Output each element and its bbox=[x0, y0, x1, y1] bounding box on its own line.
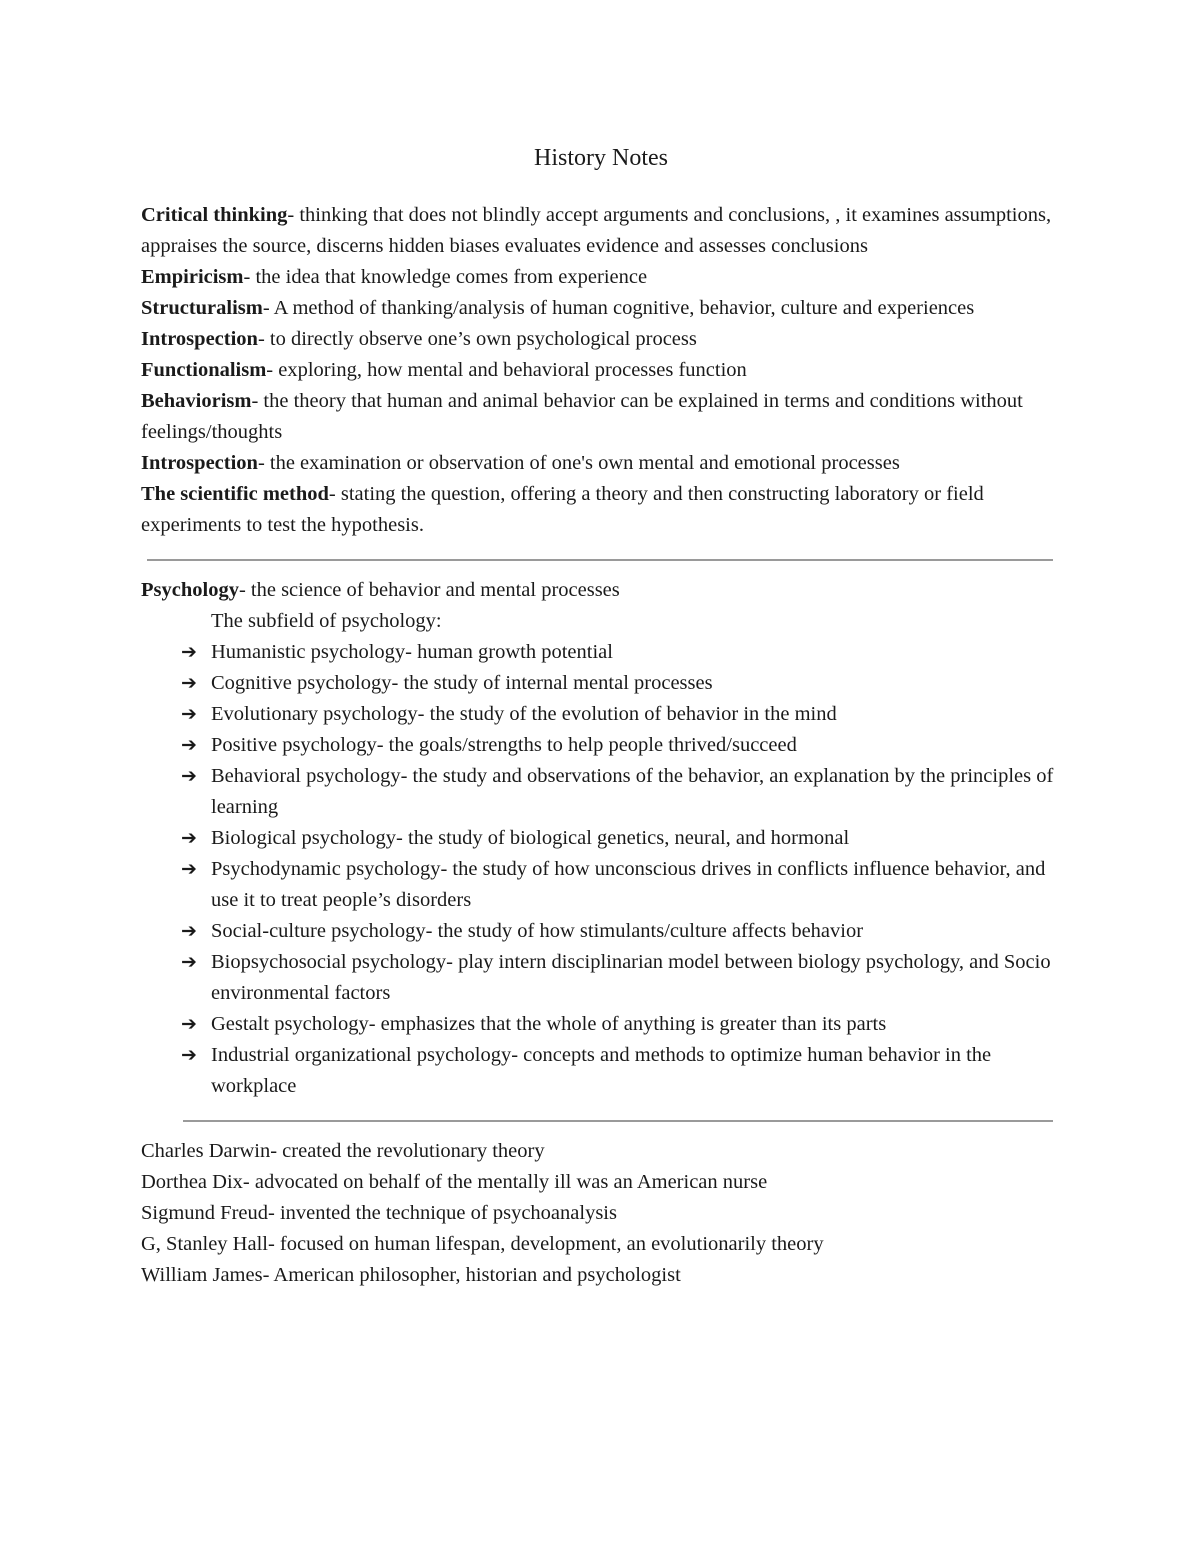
definition-text: - thinking that does not blindly accept arguments and conclusions, , it examines assumptions, appraises the source, discerns hidden biases evaluates evidence and assesses conclusions bbox=[141, 204, 1052, 257]
list-item bbox=[141, 1009, 1061, 1040]
arrow-bullet-icon: ➔ bbox=[181, 920, 197, 942]
subfield-text: Social-culture psychology- the study of how stimulants/culture affects behavior bbox=[211, 920, 864, 942]
subfield-text: Gestalt psychology- emphasizes that the whole of anything is greater than its parts bbox=[211, 1013, 887, 1035]
arrow-bullet-icon: ➔ bbox=[181, 703, 197, 725]
section-divider bbox=[147, 559, 1053, 561]
arrow-bullet-icon: ➔ bbox=[181, 858, 197, 880]
subfield-text: Evolutionary psychology- the study of the evolution of behavior in the mind bbox=[211, 703, 837, 725]
list-item bbox=[141, 668, 1061, 699]
subfield-list bbox=[141, 637, 1061, 1102]
person-entry: William James- American philosopher, historian and psychologist bbox=[141, 1264, 681, 1286]
subfield-text: Behavioral psychology- the study and observations of the behavior, an explanation by the principles of learning bbox=[211, 765, 1054, 818]
definition-term: Functionalism bbox=[141, 359, 267, 381]
arrow-bullet-icon: ➔ bbox=[181, 1013, 197, 1035]
person-entry: Sigmund Freud- invented the technique of psychoanalysis bbox=[141, 1202, 617, 1224]
subfield-text: Psychodynamic psychology- the study of how unconscious drives in conflicts influence behavior, and use it to treat people’s disorders bbox=[211, 858, 1046, 911]
psychology-definition bbox=[141, 575, 1061, 606]
definition-term: Behaviorism bbox=[141, 390, 252, 412]
definition-item bbox=[141, 262, 1061, 293]
definition-text: - the idea that knowledge comes from experience bbox=[243, 266, 648, 288]
subfield-text: Cognitive psychology- the study of internal mental processes bbox=[211, 672, 713, 694]
definition-term: Empiricism bbox=[141, 266, 244, 288]
definition-term: Introspection bbox=[141, 452, 258, 474]
definition-term: Introspection bbox=[141, 328, 258, 350]
arrow-bullet-icon: ➔ bbox=[181, 951, 197, 973]
list-item bbox=[141, 947, 1061, 1009]
definition-item bbox=[141, 448, 1061, 479]
document-page bbox=[141, 140, 1061, 1291]
list-item bbox=[141, 854, 1061, 916]
definition-text: - A method of thanking/analysis of human cognitive, behavior, culture and experiences bbox=[262, 297, 975, 319]
section-divider bbox=[183, 1120, 1053, 1122]
definition-text: - the examination or observation of one's own mental and emotional processes bbox=[257, 452, 900, 474]
page-title: History Notes bbox=[534, 145, 668, 171]
list-item bbox=[141, 1040, 1061, 1102]
definition-item bbox=[141, 293, 1061, 324]
person-entry: Dorthea Dix- advocated on behalf of the mentally ill was an American nurse bbox=[141, 1171, 768, 1193]
definition-item bbox=[141, 324, 1061, 355]
arrow-bullet-icon: ➔ bbox=[181, 672, 197, 694]
arrow-bullet-icon: ➔ bbox=[181, 734, 197, 756]
subfield-heading: The subfield of psychology: bbox=[211, 610, 442, 632]
list-item bbox=[141, 916, 1061, 947]
list-item bbox=[141, 699, 1061, 730]
subfield-text: Biological psychology- the study of biological genetics, neural, and hormonal bbox=[211, 827, 850, 849]
list-item bbox=[141, 637, 1061, 668]
definition-text: - to directly observe one’s own psychological process bbox=[257, 328, 697, 350]
people-section bbox=[141, 1136, 1061, 1291]
subfield-text: Biopsychosocial psychology- play intern disciplinarian model between biology psychology, and Socio environmental factors bbox=[211, 951, 1051, 1004]
subfield-text: Humanistic psychology- human growth potential bbox=[211, 641, 613, 663]
list-item bbox=[141, 761, 1061, 823]
list-item bbox=[141, 823, 1061, 854]
definitions-section bbox=[141, 200, 1061, 541]
person-entry: Charles Darwin- created the revolutionary theory bbox=[141, 1140, 545, 1162]
psychology-section bbox=[141, 575, 1061, 1102]
definition-item bbox=[141, 479, 1061, 541]
definition-text: - exploring, how mental and behavioral processes function bbox=[266, 359, 747, 381]
psychology-text: - the science of behavior and mental processes bbox=[238, 579, 620, 601]
psychology-term: Psychology bbox=[141, 579, 239, 601]
definition-text: - the theory that human and animal behavior can be explained in terms and conditions without feelings/thoughts bbox=[141, 390, 1023, 443]
definition-term: Critical thinking bbox=[141, 204, 288, 226]
definition-term: The scientific method bbox=[141, 483, 329, 505]
definition-text: - stating the question, offering a theory and then constructing laboratory or field experiments to test the hypothesis. bbox=[141, 483, 984, 536]
arrow-bullet-icon: ➔ bbox=[181, 641, 197, 663]
arrow-bullet-icon: ➔ bbox=[181, 827, 197, 849]
definition-item bbox=[141, 386, 1061, 448]
definition-item bbox=[141, 200, 1061, 262]
subfield-text: Industrial organizational psychology- concepts and methods to optimize human behavior in the workplace bbox=[211, 1044, 992, 1097]
list-item bbox=[141, 730, 1061, 761]
person-entry: G, Stanley Hall- focused on human lifespan, development, an evolutionarily theory bbox=[141, 1233, 824, 1255]
definition-item bbox=[141, 355, 1061, 386]
definition-term: Structuralism bbox=[141, 297, 263, 319]
arrow-bullet-icon: ➔ bbox=[181, 1044, 197, 1066]
subfield-text: Positive psychology- the goals/strengths to help people thrived/succeed bbox=[211, 734, 797, 756]
arrow-bullet-icon: ➔ bbox=[181, 765, 197, 787]
